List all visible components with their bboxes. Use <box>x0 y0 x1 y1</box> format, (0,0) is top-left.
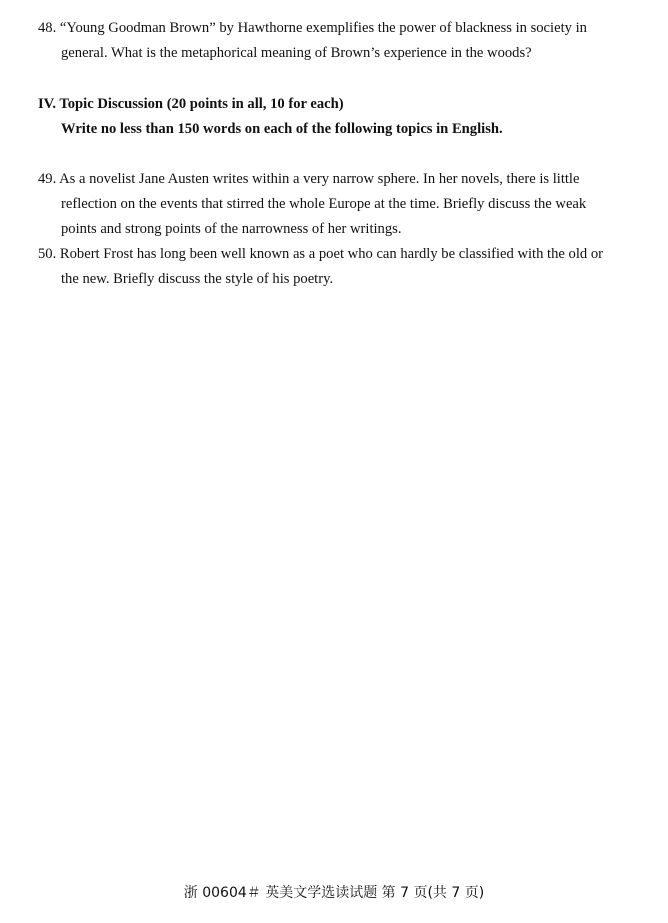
q49-line-3: points and strong points of the narrowness of her writings. <box>61 221 402 237</box>
section-heading: IV. Topic Discussion (20 points in all, 10 for each) <box>38 96 344 112</box>
section-instruction: Write no less than 150 words on each of the following topics in English. <box>61 121 503 137</box>
q49-line-2: reflection on the events that stirred the whole Europe at the time. Briefly discuss the weak <box>61 196 587 212</box>
q48-line-2: general. What is the metaphorical meaning of Brown’s experience in the woods? <box>61 45 532 61</box>
q50-line-1: 50. Robert Frost has long been well known as a poet who can hardly be classified with the old or <box>38 246 603 262</box>
q48-line-1: 48. “Young Goodman Brown” by Hawthorne exemplifies the power of blackness in society in <box>38 20 587 36</box>
q49-line-1: 49. As a novelist Jane Austen writes within a very narrow sphere. In her novels, there is little <box>38 171 580 187</box>
q50-line-2: the new. Briefly discuss the style of his poetry. <box>61 271 334 287</box>
page-footer: 浙 00604＃ 英美文学选读试题 第 7 页(共 7 页) <box>183 885 485 901</box>
